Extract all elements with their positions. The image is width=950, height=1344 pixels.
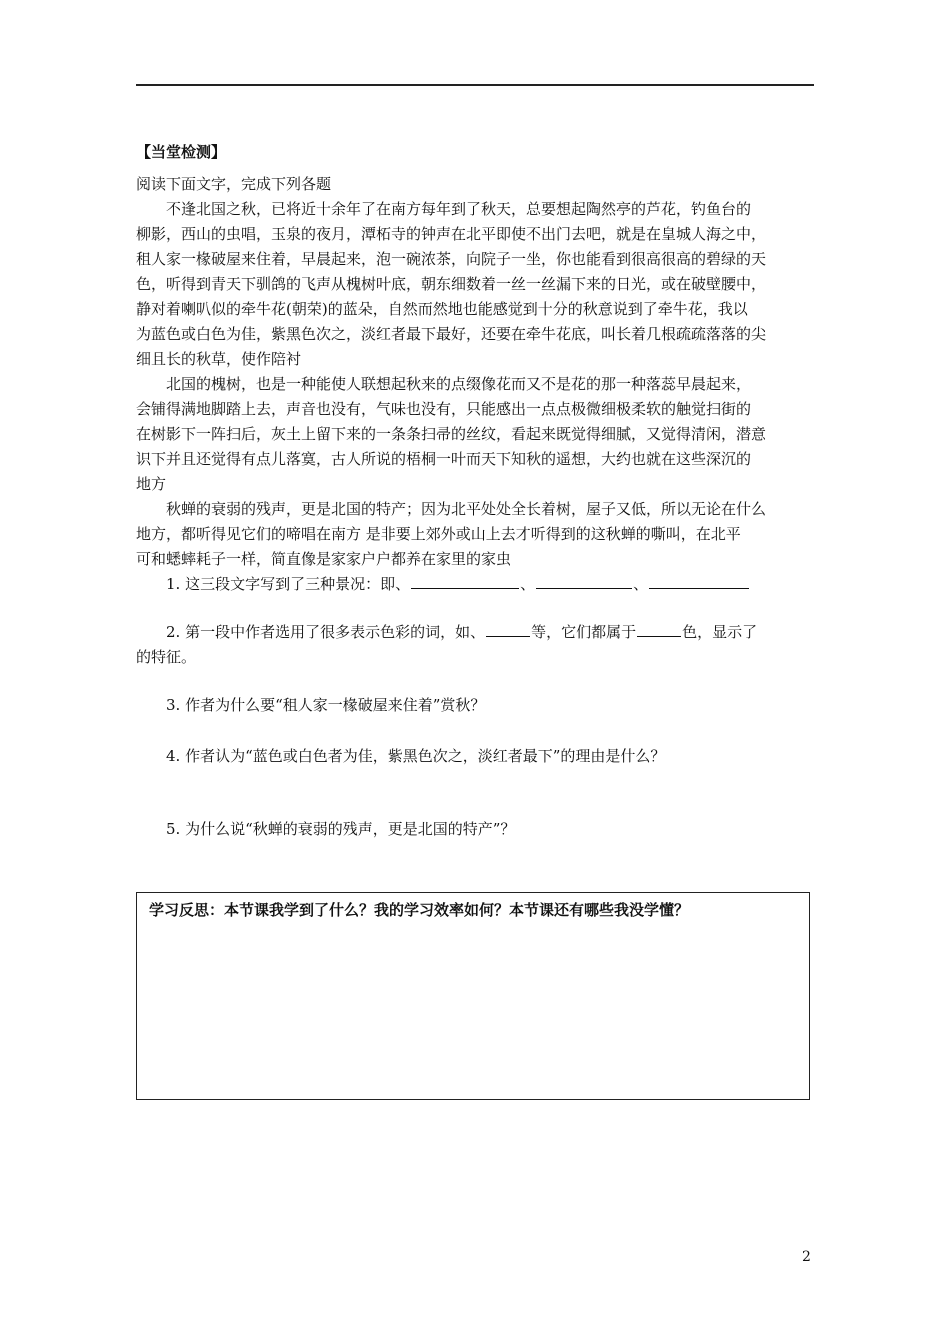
reflection-prompt: 学习反思：本节课我学到了什么？我的学习效率如何？本节课还有哪些我没学懂？ (149, 901, 690, 919)
passage-line: 北国的槐树，也是一种能使人联想起秋来的点缀像花而又不是花的那一种落蕊早晨起来， (166, 375, 752, 393)
reflection-box[interactable] (136, 892, 810, 1100)
passage-line: 不逢北国之秋，已将近十余年了在南方每年到了秋天，总要想起陶然亭的芦花，钓鱼台的 (166, 200, 752, 218)
answer-blank[interactable] (486, 622, 530, 637)
question-4: 4. 作者认为“蓝色或白色者为佳，紫黑色次之，淡红者最下”的理由是什么？ (166, 747, 666, 765)
separator: 、 (633, 575, 649, 593)
passage-line: 色，听得到青天下驯鸽的飞声从槐树叶底，朝东细数着一丝一丝漏下来的日光，或在破壁腰中， (136, 275, 767, 293)
passage-line: 识下并且还觉得有点儿落寞，古人所说的梧桐一叶而天下知秋的遥想，大约也就在这些深沉的 (136, 450, 752, 468)
passage-line: 可和蟋蟀耗子一样，简直像是家家户户都养在家里的家虫 (136, 550, 512, 568)
answer-blank[interactable] (536, 574, 632, 589)
passage-line: 租人家一椽破屋来住着，早晨起来，泡一碗浓茶，向院子一坐，你也能看到很高很高的碧绿的天 (136, 250, 767, 268)
separator: 、 (520, 575, 536, 593)
question-2-text: 2. 第一段中作者选用了很多表示色彩的词，如、 (166, 623, 486, 641)
passage-line: 地方 (136, 475, 167, 493)
question-3: 3. 作者为什么要“租人家一椽破屋来住着”赏秋？ (166, 696, 486, 714)
answer-blank[interactable] (637, 622, 681, 637)
passage-line: 为蓝色或白色为佳，紫黑色次之，淡红者最下最好，还要在牵牛花底，叫长着几根疏疏落落的尖 (136, 325, 767, 343)
passage-line: 会铺得满地脚踏上去，声音也没有，气味也没有，只能感出一点点极微细极柔软的触觉扫街的 (136, 400, 752, 418)
header-rule (136, 84, 814, 86)
instruction: 阅读下面文字，完成下列各题 (136, 175, 332, 193)
answer-blank[interactable] (649, 574, 749, 589)
page-number: 2 (802, 1249, 811, 1265)
question-5: 5. 为什么说“秋蝉的衰弱的残声，更是北国的特产”？ (166, 820, 516, 838)
answer-blank[interactable] (411, 574, 519, 589)
passage-line: 秋蝉的衰弱的残声，更是北国的特产；因为北平处处全长着树，屋子又低，所以无论在什么 (166, 500, 767, 518)
passage-line: 地方，都听得见它们的啼唱在南方 是非要上郊外或山上去才听得到的这秋蝉的嘶叫，在北平 (136, 525, 741, 543)
question-2 (136, 622, 757, 642)
passage-line: 静对着喇叭似的牵牛花(朝荣)的蓝朵，自然而然地也能感觉到十分的秋意说到了牵牛花，我以 (136, 300, 748, 318)
question-1-text: 1. 这三段文字写到了三种景况：即、 (166, 575, 411, 593)
question-1 (136, 574, 750, 594)
question-2-text: 等，它们都属于 (531, 623, 637, 641)
passage-line: 细且长的秋草，使作陪衬 (136, 350, 302, 368)
passage-line: 在树影下一阵扫后，灰土上留下来的一条条扫帚的丝纹，看起来既觉得细腻，又觉得清闲，潜意 (136, 425, 767, 443)
question-2-text: 色，显示了 (682, 623, 758, 641)
section-title: 【当堂检测】 (136, 143, 227, 161)
question-2-cont: 的特征。 (136, 648, 197, 666)
passage-line: 柳影，西山的虫唱，玉泉的夜月，潭柘寺的钟声在北平即使不出门去吧，就是在皇城人海之中， (136, 225, 767, 243)
